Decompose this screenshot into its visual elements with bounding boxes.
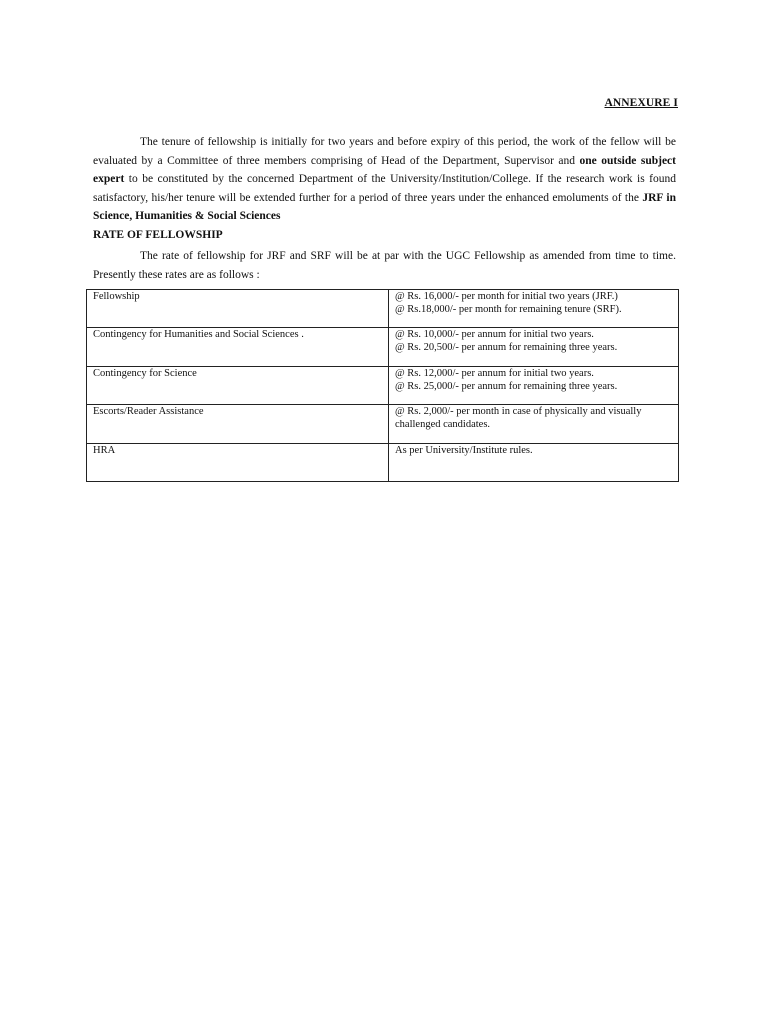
value-line: @ Rs. 2,000/- per month in case of physically and visually — [395, 406, 642, 417]
value-line: @ Rs. 10,000/- per annum for initial two years. — [395, 329, 594, 340]
value-line: challenged candidates. — [395, 418, 491, 430]
row-label: Fellowship — [87, 290, 389, 328]
row-label: Contingency for Humanities and Social Sciences . — [87, 328, 389, 367]
tenure-text-1: The tenure of fellowship is initially for two years and before expiry of this period, the work of the fellow will be evaluated by a Committee of three members comprising of Head of the Department, Supervisor and — [93, 136, 676, 167]
tenure-paragraph — [93, 133, 676, 226]
row-value — [389, 328, 679, 367]
value-line: @ Rs. 12,000/- per annum for initial two years. — [395, 368, 594, 379]
row-label: Contingency for Science — [87, 367, 389, 405]
annexure-title: ANNEXURE I — [604, 97, 678, 109]
table-row — [87, 405, 679, 444]
fellowship-rates-table — [86, 289, 679, 482]
table-row — [87, 367, 679, 405]
value-line: As per University/Institute rules. — [395, 445, 533, 456]
table-row — [87, 444, 679, 482]
rate-intro-paragraph — [93, 247, 676, 284]
table-row — [87, 328, 679, 367]
value-line: @ Rs. 20,500/- per annum for remaining three years. — [395, 341, 618, 353]
rate-intro-text: The rate of fellowship for JRF and SRF will be at par with the UGC Fellowship as amended from time to time. Presently these rates are as follows : — [93, 250, 676, 281]
table-row — [87, 290, 679, 328]
row-label: Escorts/Reader Assistance — [87, 405, 389, 444]
value-line: @ Rs. 16,000/- per month for initial two years (JRF.) — [395, 291, 618, 302]
rate-heading: RATE OF FELLOWSHIP — [93, 229, 223, 241]
row-value — [389, 405, 679, 444]
value-line: @ Rs. 25,000/- per annum for remaining three years. — [395, 380, 618, 392]
row-value — [389, 367, 679, 405]
value-line: @ Rs.18,000/- per month for remaining tenure (SRF). — [395, 303, 622, 315]
row-value — [389, 290, 679, 328]
tenure-bold-2: JRF in Science, Humanities & Social Sciences — [93, 191, 676, 222]
row-value — [389, 444, 679, 482]
row-label: HRA — [87, 444, 389, 482]
tenure-text-2: to be constituted by the concerned Department of the University/Institution/College. If the research work is found satisfactory, his/her tenure will be extended further for a period of three years under the enhanced emoluments of the — [93, 173, 676, 204]
tenure-bold-1: one outside subject expert — [93, 154, 676, 185]
